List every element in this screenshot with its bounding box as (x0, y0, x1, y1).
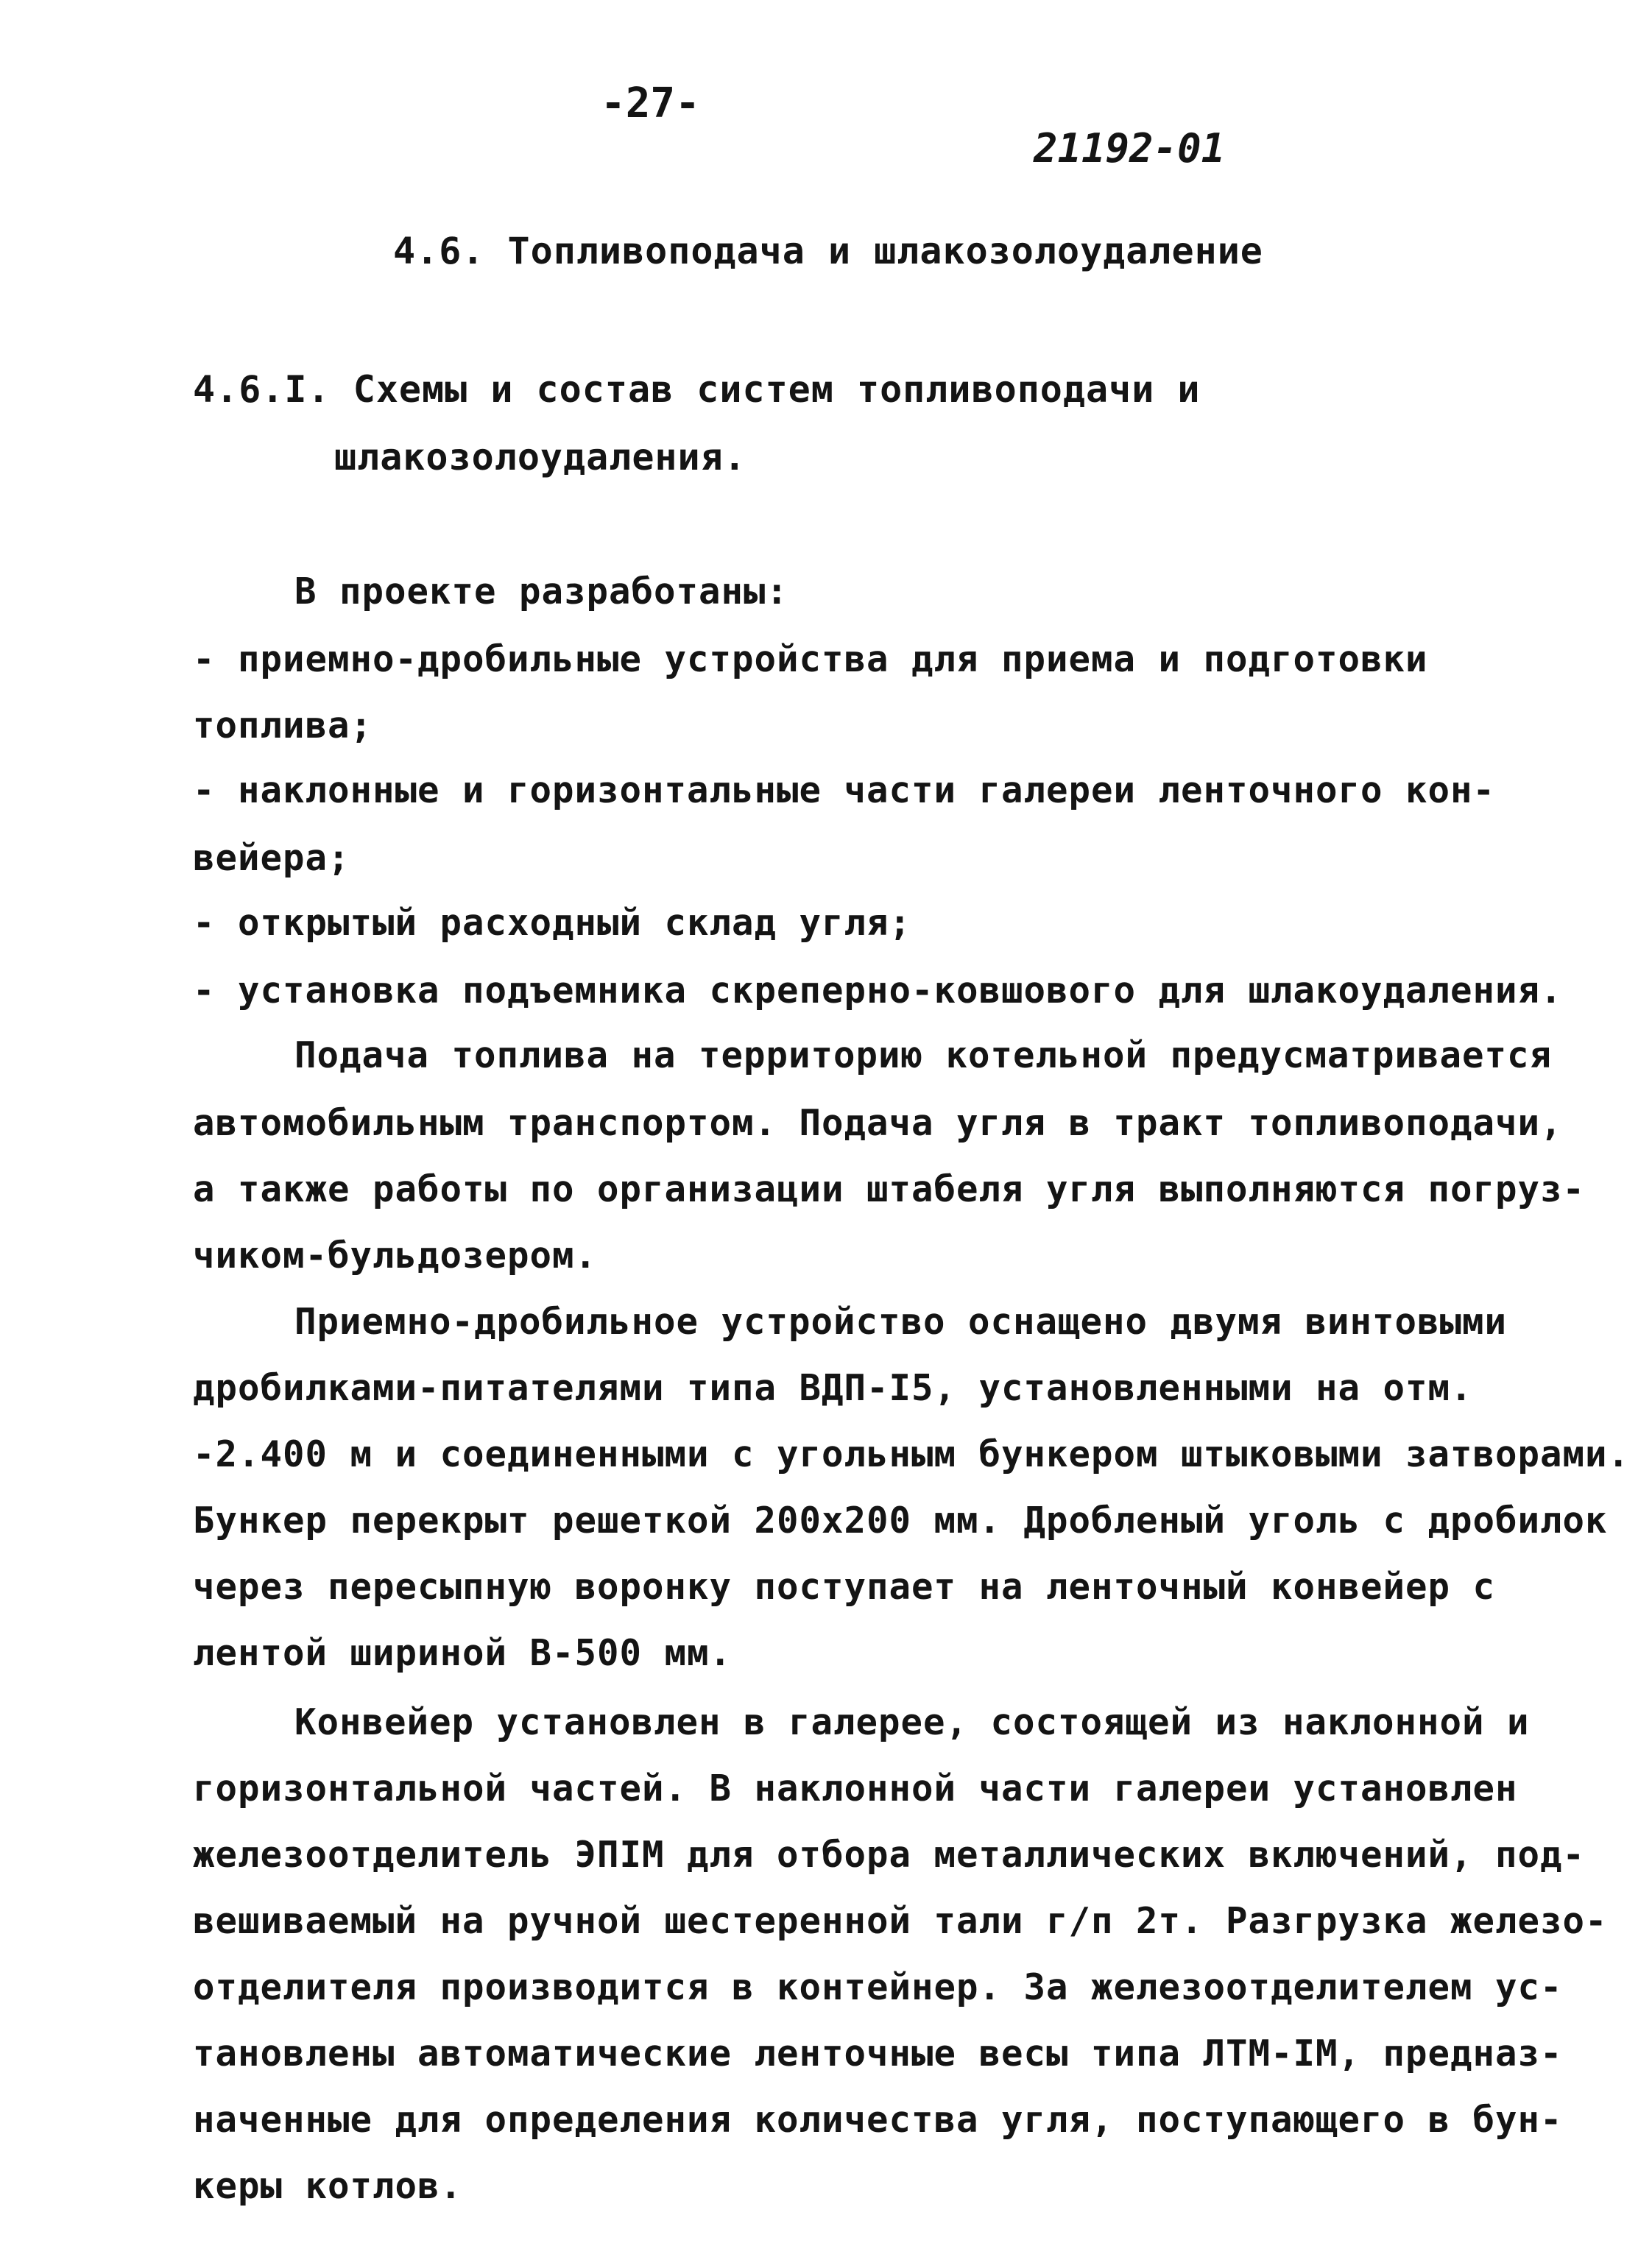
body-line: топлива; (193, 705, 373, 746)
body-line: вейера; (193, 837, 350, 879)
body-line: Подача топлива на территорию котельной предусматривается (294, 1034, 1553, 1076)
body-line: через пересыпную воронку поступает на ленточный конвейер с (193, 1566, 1496, 1608)
page-number: -27- (601, 80, 700, 127)
body-line: вешиваемый на ручной шестеренной тали г/п 2т. Разгрузка железо- (193, 1900, 1608, 1942)
body-line: а также работы по организации штабеля угля выполняются погруз- (193, 1168, 1586, 1210)
section-title: 4.6. Топливоподача и шлакозолоудаление (393, 230, 1263, 272)
body-line: Приемно-дробильное устройство оснащено двумя винтовыми (294, 1301, 1508, 1343)
body-line: автомобильным транспортом. Подача угля в тракт топливоподачи, (193, 1102, 1563, 1144)
body-line: чиком-бульдозером. (193, 1235, 598, 1276)
document-code: 21192-01 (1034, 125, 1226, 172)
body-line: керы котлов. (193, 2165, 463, 2207)
body-line: - открытый расходный склад угля; (193, 902, 912, 944)
body-line: Конвейер установлен в галерее, состоящей из наклонной и (294, 1701, 1530, 1743)
subsection-title-line-2: шлакозолоудаления. (334, 436, 746, 479)
body-line: - приемно-дробильные устройства для приема и подготовки (193, 638, 1428, 680)
subsection-title-line-1: 4.6.I. Схемы и состав систем топливоподачи и (193, 368, 1201, 411)
body-line: Бункер перекрыт решеткой 200х200 мм. Дробленый уголь с дробилок (193, 1500, 1608, 1542)
body-line: - установка подъемника скреперно-ковшового для шлакоудаления. (193, 970, 1563, 1011)
body-line: наченные для определения количества угля, поступающего в бун- (193, 2099, 1563, 2141)
body-line: тановлены автоматические ленточные весы типа ЛТМ-IМ, предназ- (193, 2033, 1563, 2074)
body-line: горизонтальной частей. В наклонной части галереи установлен (193, 1768, 1518, 1809)
body-line: лентой шириной В-500 мм. (193, 1632, 733, 1674)
body-line: В проекте разработаны: (294, 571, 789, 612)
body-line: - наклонные и горизонтальные части галереи ленточного кон- (193, 769, 1496, 811)
body-line: дробилками-питателями типа ВДП-I5, установленными на отм. (193, 1367, 1473, 1409)
body-line: железоотделитель ЭПIМ для отбора металлических включений, под- (193, 1834, 1586, 1876)
body-line: отделителя производится в контейнер. За железоотделителем ус- (193, 1966, 1563, 2008)
body-line: -2.400 м и соединенными с угольным бункером штыковыми затворами. (193, 1433, 1631, 1475)
